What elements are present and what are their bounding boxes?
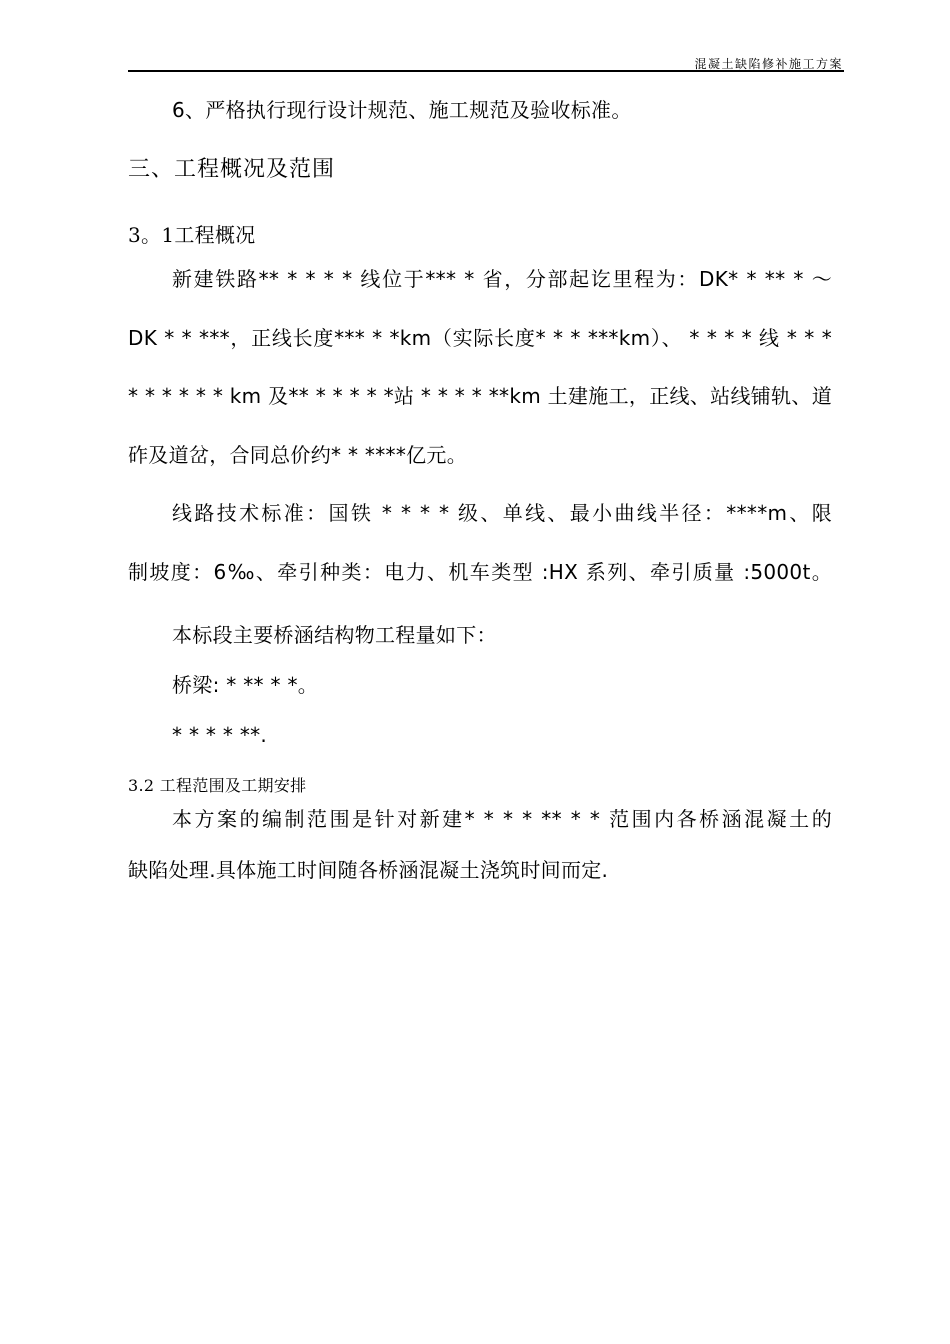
paragraph-2-line-1: 线路技术标准：国铁 * * * * 级、单线、最小曲线半径：****m、限	[172, 501, 832, 525]
culverts-quantity: * * * * **.	[172, 723, 268, 747]
subsection-3-2-heading: 3.2 工程范围及工期安排	[128, 776, 307, 795]
paragraph-1-line-4: 砟及道岔，合同总价约* * ****亿元。	[128, 443, 468, 467]
page-header-title: 混凝土缺陷修补施工方案	[694, 57, 843, 71]
paragraph-3-text: 本标段主要桥涵结构物工程量如下：	[172, 623, 497, 647]
bridges-quantity: 桥梁: * ** * *。	[172, 673, 319, 697]
header-divider	[128, 70, 844, 72]
paragraph-4-line-2: 缺陷处理.具体施工时间随各桥涵混凝土浇筑时间而定.	[128, 858, 609, 882]
paragraph-4-line-1: 本方案的编制范围是针对新建* * * * ** * * 范围内各桥涵混凝土的	[172, 807, 832, 831]
subsection-3-1-heading: 3。1工程概况	[128, 223, 256, 247]
item-6-text: 6、严格执行现行设计规范、施工规范及验收标准。	[172, 98, 632, 122]
paragraph-1-line-3: * * * * * * km 及** * * * * *站 * * * * **km 土建施工，正线、站线铺轨、道	[128, 384, 832, 408]
paragraph-1-line-1: 新建铁路** * * * * 线位于*** * 省，分部起讫里程为：DK* * ** * ～	[172, 267, 832, 291]
paragraph-2-line-2: 制坡度：6‰、牵引种类：电力、机车类型 :HX 系列、牵引质量 :5000t。	[128, 560, 832, 584]
paragraph-1-line-2: DK * * ***，正线长度*** * *km（实际长度* * * ***km）、 * * * * 线 * * *	[128, 326, 832, 350]
section-3-heading: 三、工程概况及范围	[128, 157, 336, 182]
